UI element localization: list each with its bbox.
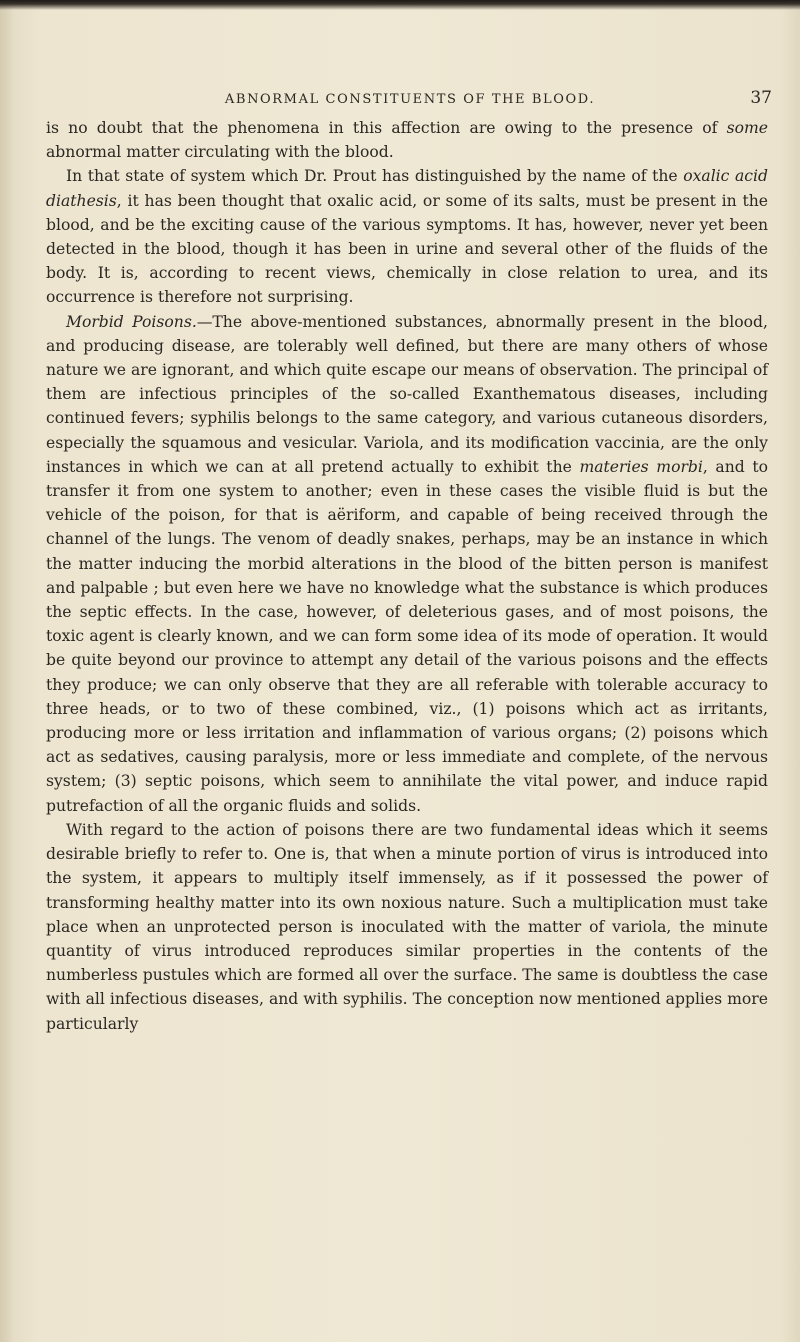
paragraph-3-text-b: , and to transfer it from one system to another; even in these cases the visible fluid is but the vehicle of the poison, for that is aëriform, and capable of being received through the channel of the lungs. The venom of deadly snakes, perhaps, may be an instance in which the matter inducing the morbid alterations in the blood of the bitten person is manifest and palpable ; but even here we have no knowledge what the substance is which produces the septic effects. In the case, however, of deleterious gases, and of most poisons, the toxic agent is clearly known, and we can form some idea of its mode of operation. It would be quite beyond our province to attempt any detail of the various poisons and the effects they produce; we can only observe that they are all referable with tolerable accuracy to three heads, or to two of these combined, viz., (1) poisons which act as irritants, producing more or less irritation and inflammation of various organs; (2) poisons which act as sedatives, causing paralysis, more or less immediate and complete, of the nervous system; (3) septic poisons, which seem to annihilate the vital power, and induce rapid putrefaction of all the organic fluids and solids. <box>46 457 769 815</box>
section-heading-morbid-poisons: Morbid Poisons. <box>66 312 197 331</box>
paragraph-3 <box>46 310 768 818</box>
paragraph-2-emphasis: oxalic acid diathesis <box>46 167 768 210</box>
body-text <box>46 116 768 1036</box>
paragraph-3-text-a: —The above-mentioned substances, abnormally present in the blood, and producing disease, are tolerably well defined, but there are many others of whose nature we are ignorant, and which quite escape our means of observation. The principal of them are infectious principles of the so-called Exanthematous diseases, including continued fevers; syphilis belongs to the same category, and various cutaneous disorders, especially the squamous and vesicular. Variola, and its modification vaccinia, are the only instances in which we can at all pretend actually to exhibit the <box>46 312 768 476</box>
paragraph-2-text-a: In that state of system which Dr. Prout has distinguished by the name of the <box>66 167 684 186</box>
paragraph-3-emphasis: materies morbi <box>579 457 703 476</box>
page-number: 37 <box>750 88 772 108</box>
paragraph-1-emphasis: some <box>726 119 768 137</box>
gutter-shadow <box>0 0 14 1342</box>
paragraph-2-text-b: , it has been thought that oxalic acid, or some of its salts, must be present in the blood, and be the exciting cause of the various symptoms. It has, however, never yet been detected in the blood, though it has been in urine and several other of the fluids of the body. It is, according to recent views, chemically in close relation to urea, and its occurrence is therefore not surprising. <box>46 191 768 307</box>
paragraph-1-rest: abnormal matter circulating with the blood. <box>46 143 394 162</box>
paragraph-4 <box>46 818 768 1036</box>
paragraph-4-text: With regard to the action of poisons there are two fundamental ideas which it seems desirable briefly to refer to. One is, that when a minute portion of virus is introduced into the system, it appears to multiply itself immensely, as if it possessed the power of transforming healthy matter into its own noxious nature. Such a multiplication must take place when an unprotected person is inoculated with the matter of variola, the minute quantity of virus introduced reproduces similar properties in the contents of the numberless pustules which are formed all over the surface. The same is doubtless the case with all infectious diseases, and with syphilis. The conception now mentioned applies more particularly <box>46 820 768 1033</box>
paragraph-1-text: is no doubt that the phenomena in this affection are owing to the presence of <box>46 119 727 137</box>
running-title: ABNORMAL CONSTITUENTS OF THE BLOOD. <box>224 92 596 107</box>
page-top-edge <box>0 0 800 10</box>
paragraph-1 <box>46 116 768 164</box>
paragraph-2 <box>46 164 768 309</box>
